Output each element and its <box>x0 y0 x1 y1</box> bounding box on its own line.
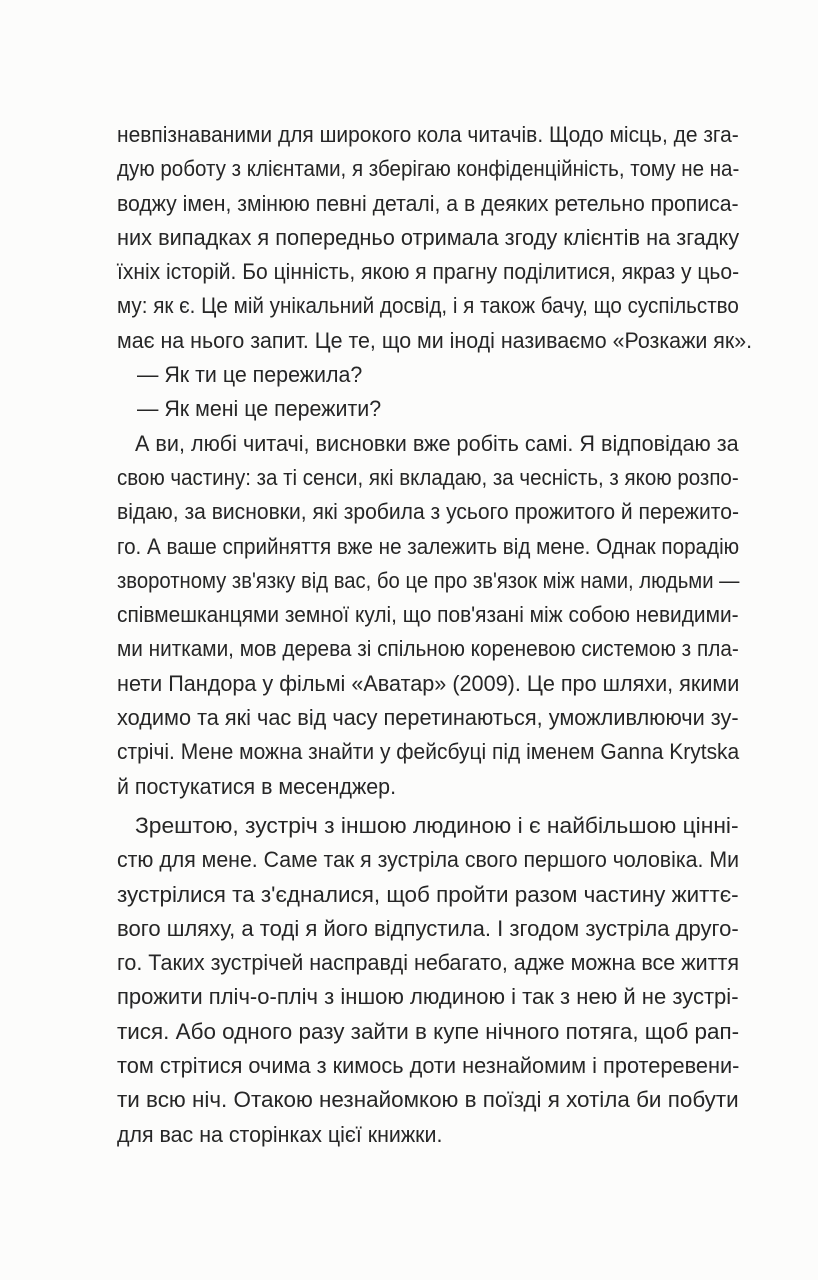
text-line: стю для мене. Саме так я зустріла свого першого чоловіка. Ми <box>117 847 740 873</box>
text-line: тися. Або одного разу зайти в купе нічного потяга, щоб рап- <box>117 1018 740 1044</box>
paragraph <box>117 427 739 804</box>
text-line: ти всю ніч. Отакою незнайомкою в поїзді я хотіла би побути <box>117 1087 739 1113</box>
book-page-text <box>117 118 753 1152</box>
text-line: ходимо та які час від часу перетинаються, уможливлюючи зу- <box>117 705 739 731</box>
text-line: А ви, любі читачі, висновки вже робіть самі. Я відповідаю за <box>135 430 739 456</box>
text-line: невпізнаваними для широкого кола читачів. Щодо місць, де зга- <box>117 122 739 147</box>
text-line: для вас на сторінках цієї книжки. <box>117 1121 443 1147</box>
text-line: — Як мені це пережити? <box>137 396 382 422</box>
text-line: том стрітися очима з кимось доти незнайомим і протеревени- <box>117 1053 740 1079</box>
text-line: прожити пліч-о-пліч з іншою людиною і так з нею й не зустрі- <box>117 984 739 1010</box>
text-line: го. Таких зустрічей насправді небагато, адже можна все життя <box>117 950 740 976</box>
text-line: му: як є. Це мій унікальний досвід, і я також бачу, що суспільство <box>117 293 739 319</box>
text-line: має на нього запит. Це те, що ми іноді називаємо «Розкажи як». <box>117 327 753 353</box>
dialog-line <box>117 392 739 426</box>
text-line: нети Пандора у фільмі «Аватар» (2009). Це про шляхи, якими <box>117 670 740 696</box>
text-line: зворотному зв'язку від вас, бо це про зв'язок між нами, людьми — <box>117 567 740 593</box>
paragraph <box>117 118 753 358</box>
text-line: ми нитками, мов дерева зі спільною кореневою системою з пла- <box>117 636 739 662</box>
text-line: стрічі. Мене можна знайти у фейсбуці під іменем Ganna Krytska <box>117 739 740 765</box>
text-line: Зрештою, зустріч з іншою людиною і є найбільшою цінні- <box>135 812 739 838</box>
text-line: воджу імен, змінюю певні деталі, а в деяких ретельно прописа- <box>117 190 739 216</box>
dialog-line <box>117 358 739 392</box>
text-line: зустрілися та з'єдналися, щоб пройти разом частину життє- <box>117 881 739 907</box>
text-line: й постукатися в месенджер. <box>117 773 397 799</box>
text-line: вого шляху, а тоді я його відпустила. І згодом зустріла друго- <box>117 915 739 941</box>
text-line: — Як ти це пережила? <box>137 362 363 388</box>
text-line: їхніх історій. Бо цінність, якою я прагну поділитися, якраз у цьо- <box>117 259 740 285</box>
paragraph <box>117 809 739 1152</box>
text-line: го. А ваше сприйняття вже не залежить від мене. Однак порадію <box>117 533 740 559</box>
text-line: них випадках я попередньо отримала згоду клієнтів на згадку <box>117 224 740 250</box>
text-line: відаю, за висновки, які зробила з усього прожитого й пережито- <box>117 499 739 525</box>
text-line: свою частину: за ті сенси, які вкладаю, за чесність, з якою розпо- <box>117 464 739 490</box>
text-line: дую роботу з клієнтами, я зберігаю конфіденційність, тому не на- <box>117 156 740 182</box>
text-line: співмешканцями земної кулі, що пов'язані між собою невидими- <box>117 602 739 628</box>
